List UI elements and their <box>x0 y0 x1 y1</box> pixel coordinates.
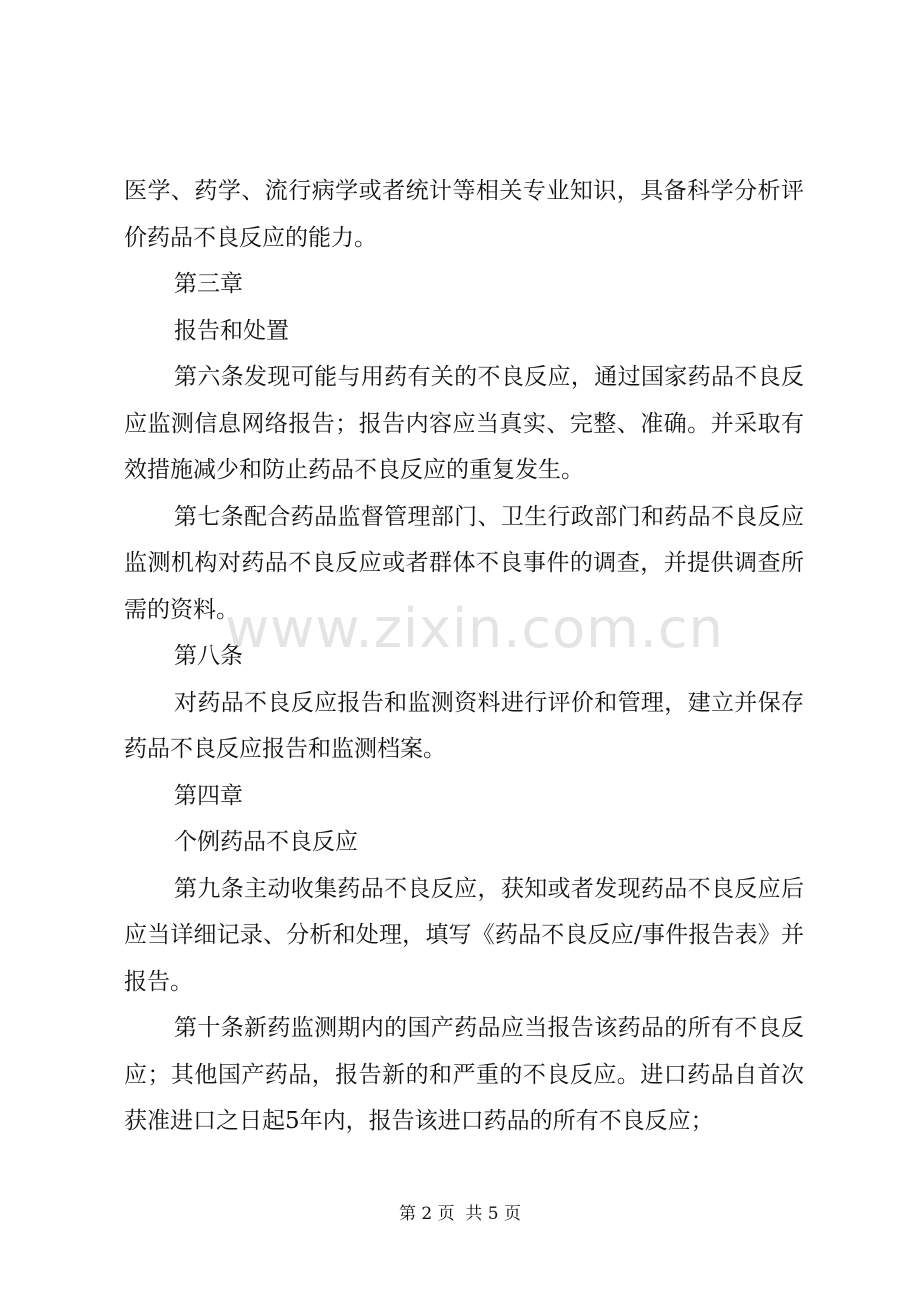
watermark: www.zixin.com.cn <box>225 597 724 660</box>
chapter-title-3: 报告和处置 <box>174 317 289 344</box>
article-9: 第九条主动收集药品不良反应，获知或者发现药品不良反应后应当详细记录、分析和处理，填写《药品不良反应/事件报告表》并报告。 <box>124 875 804 995</box>
chapter-heading-4: 第四章 <box>174 782 243 809</box>
article-7: 第七条配合药品监督管理部门、卫生行政部门和药品不良反应监测机构对药品不良反应或者群体不良事件的调查，并提供调查所需的资料。 <box>124 503 804 623</box>
article-10: 第十条新药监测期内的国产药品应当报告该药品的所有不良反应；其他国产药品，报告新的和严重的不良反应。进口药品自首次获准进口之日起5年内，报告该进口药品的所有不良反应； <box>124 1015 804 1134</box>
article-6: 第六条发现可能与用药有关的不良反应，通过国家药品不良反应监测信息网络报告；报告内容应当真实、完整、准确。并采取有效措施减少和防止药品不良反应的重复发生。 <box>124 364 804 483</box>
chapter-heading-3: 第三章 <box>174 271 243 297</box>
article-8-body: 对药品不良反应报告和监测资料进行评价和管理，建立并保存药品不良反应报告和监测档案。 <box>124 689 804 762</box>
chapter-title-4: 个例药品不良反应 <box>174 829 358 855</box>
page-number-footer: 第 2 页 共 5 页 <box>398 1204 522 1224</box>
paragraph-continuation: 医学、药学、流行病学或者统计等相关专业知识，具备科学分析评价药品不良反应的能力。 <box>124 178 804 251</box>
article-8-heading: 第八条 <box>174 643 243 669</box>
document-body <box>124 168 804 1145</box>
